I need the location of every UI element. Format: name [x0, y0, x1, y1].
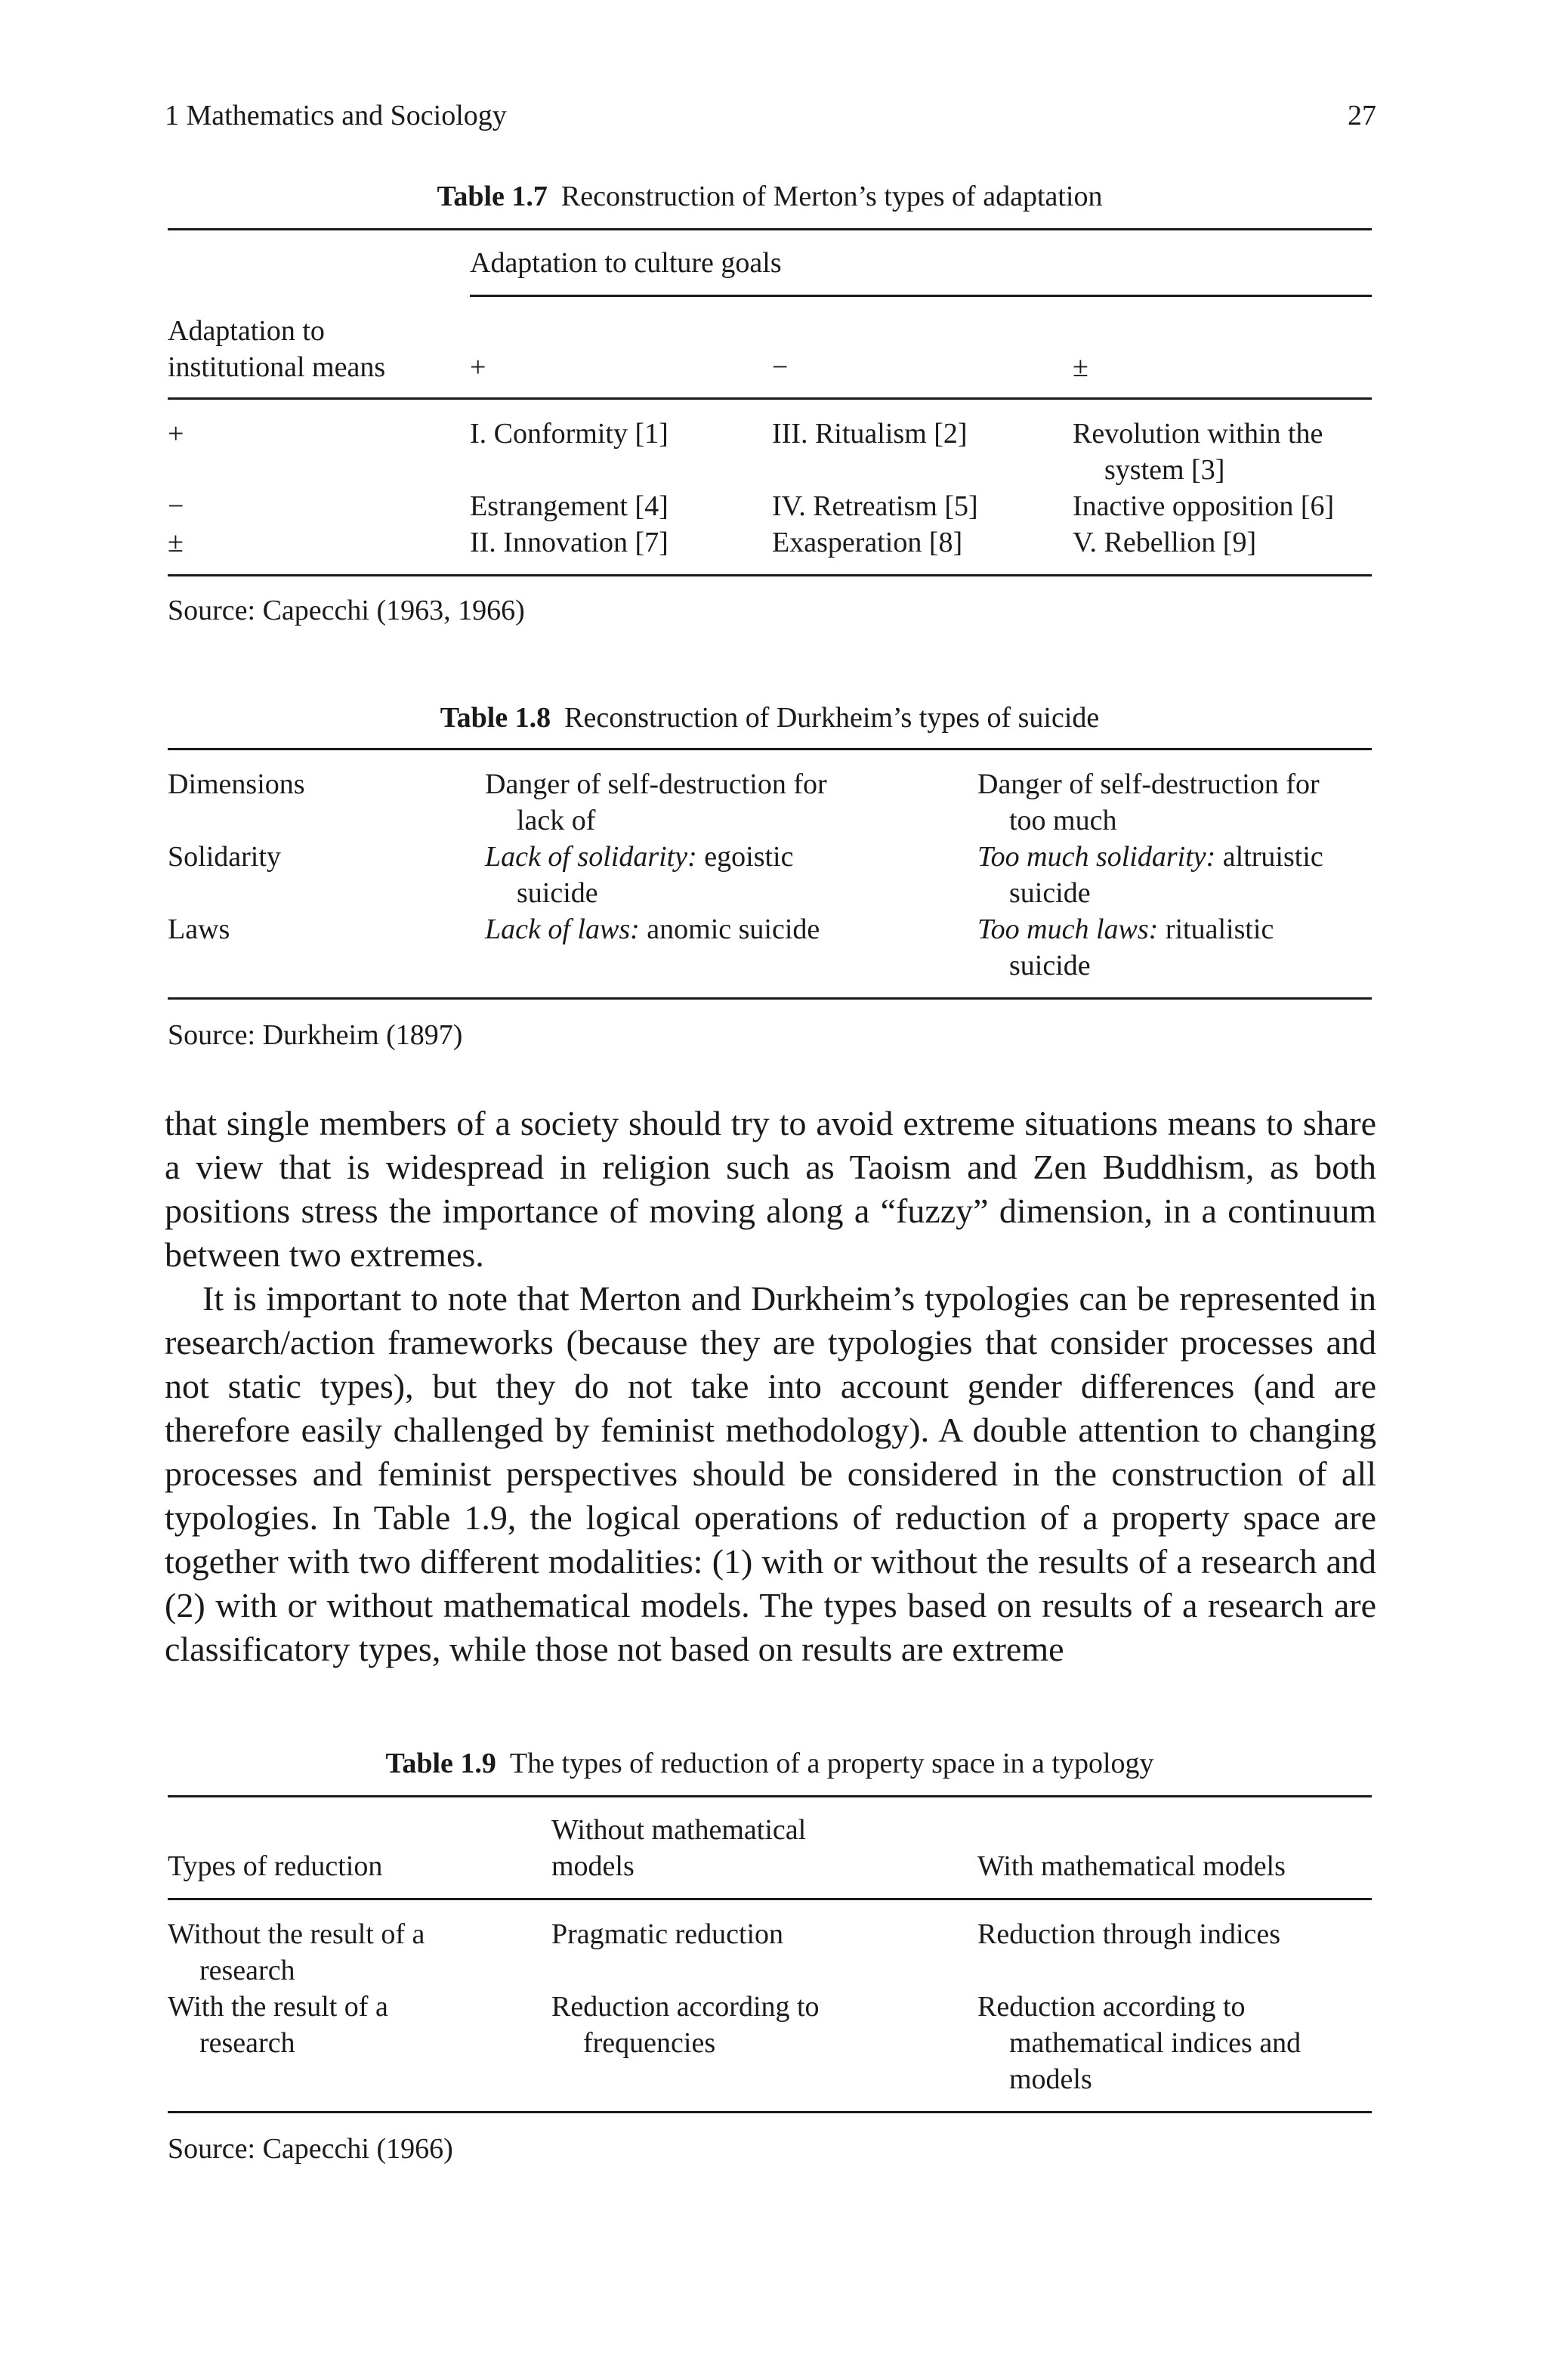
body-text: [165, 1102, 1376, 1671]
row-name: Laws: [168, 913, 230, 945]
table-source: Source: Durkheim (1897): [168, 1019, 463, 1051]
table-cell-continuation: frequencies: [583, 2027, 716, 2059]
top-rule: [168, 748, 1372, 750]
table-title: Reconstruction of Durkheim’s types of suicide: [564, 702, 1100, 734]
col-sign-plusminus: ±: [1073, 351, 1088, 383]
table-cell: IV. Retreatism [5]: [772, 490, 978, 522]
bottom-rule: [168, 2111, 1372, 2113]
table-cell: [485, 839, 793, 875]
table-label: Table 1.8: [440, 702, 551, 734]
paragraph: that single members of a society should try to avoid extreme situations means to share a view that is widespread in religion such as Taoism and Zen Buddhism, as both positions stress the importance of moving along a “fuzzy” dimension, in a continuum between two extremes.: [165, 1104, 1376, 1274]
cell-text: anomic suicide: [639, 913, 820, 945]
table-cell-continuation: models: [1009, 2063, 1092, 2095]
top-rule: [168, 228, 1372, 230]
italic-term: Lack of laws:: [485, 913, 640, 945]
table-cell: III. Ritualism [2]: [772, 418, 968, 450]
group-rule: [470, 295, 1372, 297]
table-cell: [485, 911, 820, 947]
cell-text: altruistic: [1215, 841, 1323, 873]
italic-term: Too much laws:: [977, 913, 1159, 945]
table-cell-continuation: suicide: [1009, 950, 1091, 981]
table-cell: With the result of a: [168, 1991, 388, 2023]
page-number: 27: [1348, 100, 1376, 131]
row-sign: +: [168, 418, 184, 450]
table-cell-continuation: suicide: [517, 877, 598, 909]
table-cell: V. Rebellion [9]: [1073, 527, 1257, 558]
header-rule: [168, 1898, 1372, 1900]
table-cell: Reduction according to: [977, 1991, 1246, 2023]
table-1-7: [168, 178, 1372, 647]
bottom-rule: [168, 574, 1372, 576]
table-title: The types of reduction of a property space in a typology: [509, 1748, 1154, 1779]
column-group-header: Adaptation to culture goals: [470, 247, 782, 279]
paragraph: It is important to note that Merton and Durkheim’s typologies can be represented in research/action frameworks (because they are typologies that consider processes and not static types), but they do not take into account gender differences (and are therefore easily challenged by feminist methodology). A double attention to changing processes and feminist perspectives should be considered in the construction of all typologies. In Table 1.9, the logical operations of reduction of a property space are together with two different modalities: (1) with or without the results of a research and (2) with or without mathematical models. The types based on results of a research are classificatory types, while those not based on results are extreme: [165, 1279, 1376, 1668]
bottom-rule: [168, 997, 1372, 1000]
table-cell-continuation: system [3]: [1104, 454, 1225, 486]
header-rule: [168, 397, 1372, 400]
chapter-title: 1 Mathematics and Sociology: [165, 100, 507, 131]
table-cell: Estrangement [4]: [470, 490, 669, 522]
table-label: Table 1.9: [385, 1748, 496, 1779]
table-title: Reconstruction of Merton’s types of adaptation: [560, 181, 1103, 212]
row-header-line-1: Adaptation to: [168, 315, 325, 347]
table-caption: [168, 178, 1372, 215]
table-label: Table 1.7: [437, 181, 548, 212]
cell-text: ritualistic: [1158, 913, 1274, 945]
table-cell-continuation: suicide: [1009, 877, 1091, 909]
table-1-8: [168, 700, 1372, 1062]
table-source: Source: Capecchi (1966): [168, 2133, 453, 2165]
header-col-2-cont: too much: [1009, 805, 1117, 836]
italic-term: Too much solidarity:: [977, 841, 1216, 873]
col-sign-plus: +: [470, 351, 486, 383]
table-source: Source: Capecchi (1963, 1966): [168, 595, 525, 626]
header-col-1-cont: lack of: [517, 805, 596, 836]
table-cell-continuation: mathematical indices and: [1009, 2027, 1302, 2059]
table-cell: Reduction through indices: [977, 1918, 1281, 1950]
header-col-2: Danger of self-destruction for: [977, 768, 1320, 800]
italic-term: Lack of solidarity:: [485, 841, 697, 873]
row-sign: −: [168, 490, 184, 522]
header-col-1: Without mathematical: [551, 1814, 807, 1846]
table-caption: [168, 700, 1372, 736]
header-dimensions: Dimensions: [168, 768, 305, 800]
table-caption: [168, 1745, 1372, 1782]
row-header-line-2: institutional means: [168, 351, 386, 383]
row-name: Solidarity: [168, 841, 281, 873]
table-cell: Reduction according to: [551, 1991, 820, 2023]
table-cell-continuation: research: [199, 1955, 295, 1986]
table-cell: [977, 839, 1323, 875]
table-cell: Revolution within the: [1073, 418, 1323, 450]
col-sign-minus: −: [772, 351, 789, 383]
table-1-9: [168, 1745, 1372, 2184]
row-sign: ±: [168, 527, 184, 558]
table-cell-continuation: research: [199, 2027, 295, 2059]
header-col-2: With mathematical models: [977, 1850, 1286, 1882]
cell-text: egoistic: [696, 841, 794, 873]
table-cell: Without the result of a: [168, 1918, 425, 1950]
top-rule: [168, 1795, 1372, 1797]
header-col-1: Danger of self-destruction for: [485, 768, 827, 800]
table-cell: II. Innovation [7]: [470, 527, 669, 558]
table-cell: Exasperation [8]: [772, 527, 963, 558]
table-cell: I. Conformity [1]: [470, 418, 669, 450]
table-cell: [977, 911, 1274, 947]
header-col-1-cont: models: [551, 1850, 635, 1882]
header-col-0: Types of reduction: [168, 1850, 383, 1882]
table-cell: Pragmatic reduction: [551, 1918, 784, 1950]
table-cell: Inactive opposition [6]: [1073, 490, 1335, 522]
